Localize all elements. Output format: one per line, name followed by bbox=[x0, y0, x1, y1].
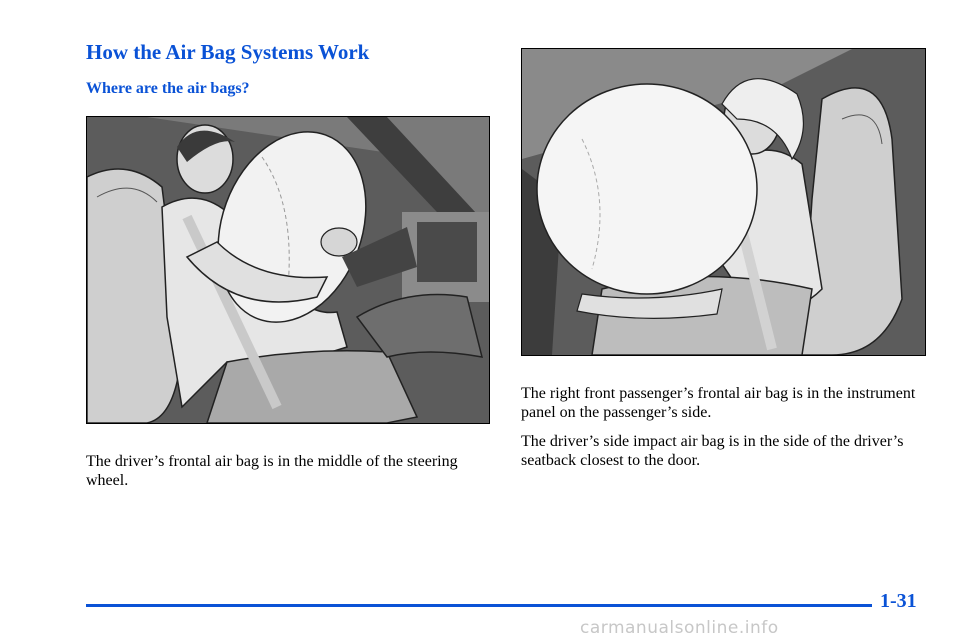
side-impact-airbag-text: The driver’s side impact air bag is in the side of the driver’s seatback closest to the door. bbox=[521, 433, 904, 469]
passenger-airbag-drawing bbox=[522, 49, 925, 355]
passenger-airbag-illustration bbox=[521, 48, 926, 356]
driver-airbag-text: The driver’s frontal air bag is in the middle of the steering wheel. bbox=[86, 453, 458, 489]
section-subtitle: Where are the air bags? bbox=[86, 80, 250, 97]
watermark: carmanualsonline.info bbox=[580, 618, 779, 638]
driver-airbag-illustration bbox=[86, 116, 490, 424]
driver-airbag-drawing bbox=[87, 117, 489, 423]
passenger-airbag-text: The right front passenger’s frontal air bag is in the instrument panel on the passenger’s side. bbox=[521, 385, 916, 421]
page-number: 1-31 bbox=[880, 590, 917, 612]
section-title: How the Air Bag Systems Work bbox=[86, 40, 370, 64]
footer-rule bbox=[86, 604, 872, 607]
